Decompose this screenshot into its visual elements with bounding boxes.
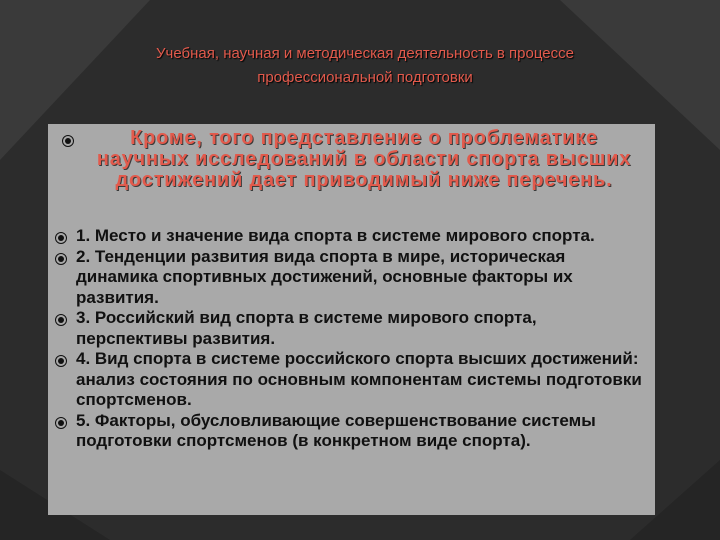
target-bullet-icon bbox=[55, 253, 67, 265]
list-item-text: 1. Место и значение вида спорта в системе мирового спорта. bbox=[76, 226, 595, 245]
list-item bbox=[52, 411, 652, 452]
target-bullet-icon bbox=[55, 314, 67, 326]
slide-title: Учебная, научная и методическая деятельность в процессе профессиональной подготовки bbox=[156, 45, 574, 86]
list-item-text: 2. Тенденции развития вида спорта в мире, историческая динамика спортивных достижений, основные факторы их развития. bbox=[76, 246, 573, 307]
target-bullet-icon bbox=[55, 417, 67, 429]
list-item bbox=[52, 226, 652, 247]
list-item-text: 3. Российский вид спорта в системе мирового спорта, перспективы развития. bbox=[76, 308, 537, 348]
list-item-text: 5. Факторы, обусловливающие совершенствование системы подготовки спортсменов (в конкретном виде спорта). bbox=[76, 410, 596, 450]
target-bullet-icon bbox=[62, 135, 74, 147]
list-item bbox=[52, 247, 652, 309]
lead-paragraph bbox=[62, 128, 642, 191]
list-item bbox=[52, 349, 652, 411]
topic-list bbox=[52, 226, 652, 452]
list-item bbox=[52, 308, 652, 349]
lead-text: Кроме, того представление о проблематике научных исследований в области спорта высших достижений дает приводимый ниже перечень. bbox=[96, 127, 632, 191]
list-item-text: 4. Вид спорта в системе российского спорта высших достижений: анализ состояния по основным компонентам системы подготовки спортсменов. bbox=[76, 349, 642, 409]
target-bullet-icon bbox=[55, 232, 67, 244]
target-bullet-icon bbox=[55, 355, 67, 367]
